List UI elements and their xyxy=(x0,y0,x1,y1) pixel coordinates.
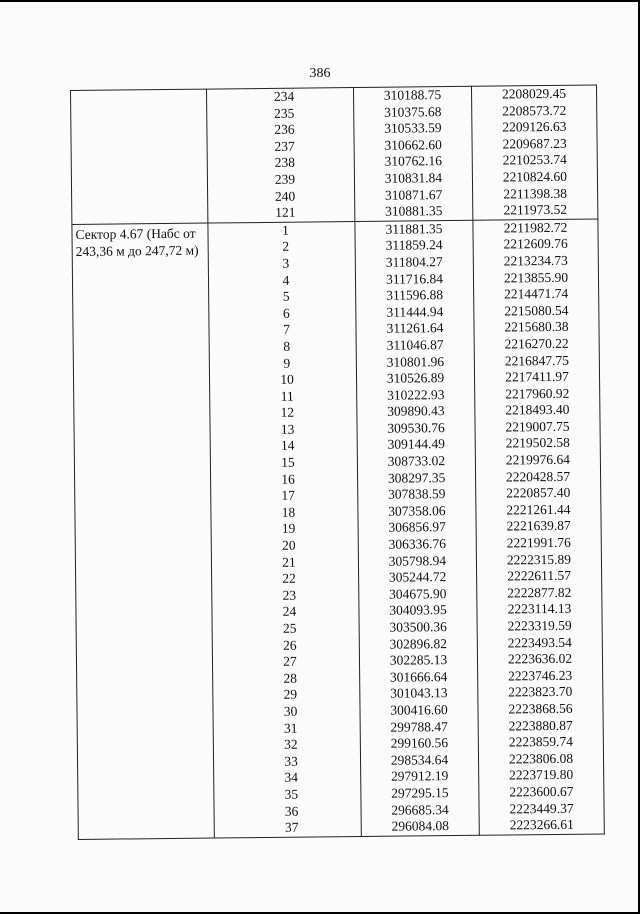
point-number: 31 xyxy=(283,720,298,736)
x-coordinate: 309890.43 xyxy=(387,403,445,419)
block1-y-cell xyxy=(471,85,597,220)
point-number: 30 xyxy=(283,703,298,719)
y-coordinate: 2210253.74 xyxy=(502,152,567,168)
x-coordinate: 301666.64 xyxy=(389,668,448,685)
y-coordinate: 2223493.54 xyxy=(507,634,572,651)
x-coordinate: 304675.90 xyxy=(389,585,447,602)
x-coordinate: 299788.47 xyxy=(390,718,448,735)
point-number: 35 xyxy=(284,786,299,802)
point-number: 15 xyxy=(281,454,295,470)
y-coordinate: 2221991.76 xyxy=(506,534,571,551)
x-coordinate: 296685.34 xyxy=(391,801,449,818)
y-coordinate: 2223806.08 xyxy=(508,750,574,767)
x-coordinate: 310375.68 xyxy=(383,103,442,120)
x-coordinate: 299160.56 xyxy=(390,735,449,751)
point-number: 25 xyxy=(282,620,297,636)
point-number: 4 xyxy=(282,272,290,288)
x-coordinate: 302896.82 xyxy=(389,635,448,652)
y-coordinate: 2212609.76 xyxy=(503,236,568,252)
y-coordinate: 2217411.97 xyxy=(505,368,569,385)
x-coordinate: 309530.76 xyxy=(387,419,445,436)
y-coordinate: 2208029.45 xyxy=(501,85,567,102)
y-coordinate: 2223266.61 xyxy=(509,816,574,833)
point-number: 121 xyxy=(275,204,296,221)
x-coordinate: 303500.36 xyxy=(389,619,447,635)
point-number: 18 xyxy=(281,504,296,520)
x-coordinate: 310871.67 xyxy=(384,186,443,203)
x-coordinate: 305798.94 xyxy=(388,552,447,569)
block2-label-cell xyxy=(72,223,214,839)
y-coordinate: 2223880.87 xyxy=(508,717,573,734)
y-coordinate: 2216270.22 xyxy=(504,335,569,352)
y-coordinate: 2223114.13 xyxy=(507,601,572,617)
x-coordinate: 310831.84 xyxy=(384,170,443,186)
x-coordinate: 310533.59 xyxy=(384,120,442,136)
x-coordinate: 310526.89 xyxy=(386,370,445,386)
y-coordinate: 2223600.67 xyxy=(509,783,574,800)
y-coordinate: 2211398.38 xyxy=(503,185,567,202)
point-number: 5 xyxy=(282,288,290,304)
x-coordinate: 305244.72 xyxy=(388,569,447,585)
y-coordinate: 2223719.80 xyxy=(509,767,574,783)
point-number: 236 xyxy=(274,121,295,138)
y-coordinate: 2223449.37 xyxy=(509,800,574,816)
x-coordinate: 311046.87 xyxy=(386,337,444,353)
point-number: 234 xyxy=(273,88,295,104)
point-number: 3 xyxy=(282,255,290,271)
block1-label-cell xyxy=(71,89,208,224)
y-coordinate: 2223319.59 xyxy=(507,617,572,634)
x-coordinate: 311596.88 xyxy=(386,287,444,303)
block1-numbers-cell xyxy=(206,88,354,223)
point-number: 16 xyxy=(281,471,295,487)
y-coordinate: 2223823.70 xyxy=(508,684,573,700)
block1-label xyxy=(71,90,206,93)
point-number: 33 xyxy=(284,753,298,769)
x-coordinate: 311859.24 xyxy=(385,237,443,254)
x-coordinate: 296084.08 xyxy=(391,818,449,834)
y-coordinate: 2217960.92 xyxy=(505,385,570,402)
x-coordinate: 310222.93 xyxy=(386,386,445,403)
point-number: 26 xyxy=(282,637,297,653)
point-number: 6 xyxy=(282,305,290,321)
y-coordinate: 2209687.23 xyxy=(502,135,567,152)
point-number: 36 xyxy=(284,803,299,819)
x-coordinate: 307358.06 xyxy=(388,502,446,519)
point-number: 1 xyxy=(282,222,289,238)
x-coordinate: 309144.49 xyxy=(387,436,445,453)
x-coordinate: 306336.76 xyxy=(388,536,447,552)
x-coordinate: 308733.02 xyxy=(387,453,446,469)
point-number: 37 xyxy=(284,819,299,835)
x-coordinate: 311881.35 xyxy=(385,220,443,237)
y-coordinate: 2214471.74 xyxy=(504,285,569,302)
point-number: 2 xyxy=(282,239,290,255)
y-coordinate: 2223868.56 xyxy=(508,700,573,717)
x-coordinate: 310188.75 xyxy=(383,87,442,103)
y-coordinate: 2215680.38 xyxy=(504,319,569,335)
x-coordinate: 297295.15 xyxy=(391,785,449,801)
x-coordinate: 310762.16 xyxy=(384,153,443,170)
point-number: 21 xyxy=(282,554,296,570)
y-coordinate: 2211973.52 xyxy=(503,201,568,218)
x-coordinate: 298534.64 xyxy=(390,751,449,768)
point-number: 239 xyxy=(274,171,296,187)
y-coordinate: 2215080.54 xyxy=(504,302,569,319)
x-coordinate: 308297.35 xyxy=(387,469,446,486)
point-number: 27 xyxy=(283,653,297,669)
point-number: 34 xyxy=(284,769,299,786)
x-coordinate: 311716.84 xyxy=(385,270,444,287)
y-coordinate: 2222315.89 xyxy=(506,551,572,568)
table-row-block1 xyxy=(71,85,598,224)
point-number: 235 xyxy=(274,105,295,121)
y-coordinate: 2222877.82 xyxy=(507,584,572,601)
y-coordinate: 2209126.63 xyxy=(502,118,567,135)
page-border-top xyxy=(0,0,640,2)
point-number: 19 xyxy=(281,521,296,537)
y-coordinate: 2219976.64 xyxy=(505,451,571,468)
block1-x-cell xyxy=(353,86,472,221)
point-number: 28 xyxy=(283,670,297,686)
y-coordinate: 2220428.57 xyxy=(505,468,571,485)
x-coordinate: 310801.96 xyxy=(386,353,445,370)
block2-numbers-cell xyxy=(208,221,361,837)
y-coordinate: 2223636.02 xyxy=(507,650,573,667)
y-coordinate: 2221261.44 xyxy=(506,501,571,518)
y-coordinate: 2221639.87 xyxy=(506,518,571,534)
x-coordinate: 301043.13 xyxy=(390,685,448,702)
x-coordinate: 300416.60 xyxy=(390,702,448,718)
point-number: 9 xyxy=(283,355,291,371)
x-coordinate: 306856.97 xyxy=(388,519,446,536)
y-coordinate: 2222611.57 xyxy=(507,568,572,584)
point-number: 20 xyxy=(281,537,296,553)
x-coordinate: 311261.64 xyxy=(386,320,444,337)
table-row-block2 xyxy=(72,219,604,839)
page-number: 386 xyxy=(309,66,331,81)
point-number: 24 xyxy=(282,604,297,620)
y-coordinate: 2216847.75 xyxy=(504,352,569,368)
x-coordinate: 311804.27 xyxy=(385,254,443,270)
point-number: 237 xyxy=(274,138,295,154)
block2-x-cell xyxy=(355,220,479,836)
x-coordinate: 307838.59 xyxy=(387,486,446,502)
y-coordinate: 2223859.74 xyxy=(508,733,573,750)
y-coordinate: 2218493.40 xyxy=(505,402,570,418)
sector-label: Сектор 4.67 (Набс от 243,36 м до 247,72 м) xyxy=(75,225,199,259)
point-number: 14 xyxy=(280,438,295,454)
y-coordinate: 2208573.72 xyxy=(502,102,567,119)
point-number: 8 xyxy=(283,338,291,354)
point-number: 23 xyxy=(282,587,297,603)
x-coordinate: 310881.35 xyxy=(385,203,443,219)
block2-y-cell xyxy=(473,219,604,835)
y-coordinate: 2213234.73 xyxy=(503,252,568,269)
y-coordinate: 2219502.58 xyxy=(505,435,570,451)
x-coordinate: 297912.19 xyxy=(390,768,449,785)
y-coordinate: 2219007.75 xyxy=(505,418,570,435)
coordinates-table xyxy=(70,84,605,839)
y-coordinate: 2220857.40 xyxy=(506,485,571,501)
point-number: 11 xyxy=(280,388,294,404)
point-number: 13 xyxy=(280,421,295,437)
point-number: 7 xyxy=(283,322,290,338)
y-coordinate: 2213855.90 xyxy=(503,269,569,285)
y-coordinate: 2210824.60 xyxy=(502,168,568,185)
x-coordinate: 311444.94 xyxy=(386,303,444,320)
point-number: 32 xyxy=(284,736,298,752)
point-number: 240 xyxy=(274,188,296,204)
y-coordinate: 2223746.23 xyxy=(508,667,573,684)
point-number: 238 xyxy=(274,155,295,171)
point-number: 29 xyxy=(283,687,298,703)
point-number: 10 xyxy=(280,371,294,387)
point-number: 17 xyxy=(281,487,296,504)
point-number: 22 xyxy=(282,570,296,587)
x-coordinate: 310662.60 xyxy=(384,136,442,153)
x-coordinate: 302285.13 xyxy=(389,652,448,668)
x-coordinate: 304093.95 xyxy=(389,602,447,619)
point-number: 12 xyxy=(280,404,295,421)
y-coordinate: 2211982.72 xyxy=(503,219,568,236)
